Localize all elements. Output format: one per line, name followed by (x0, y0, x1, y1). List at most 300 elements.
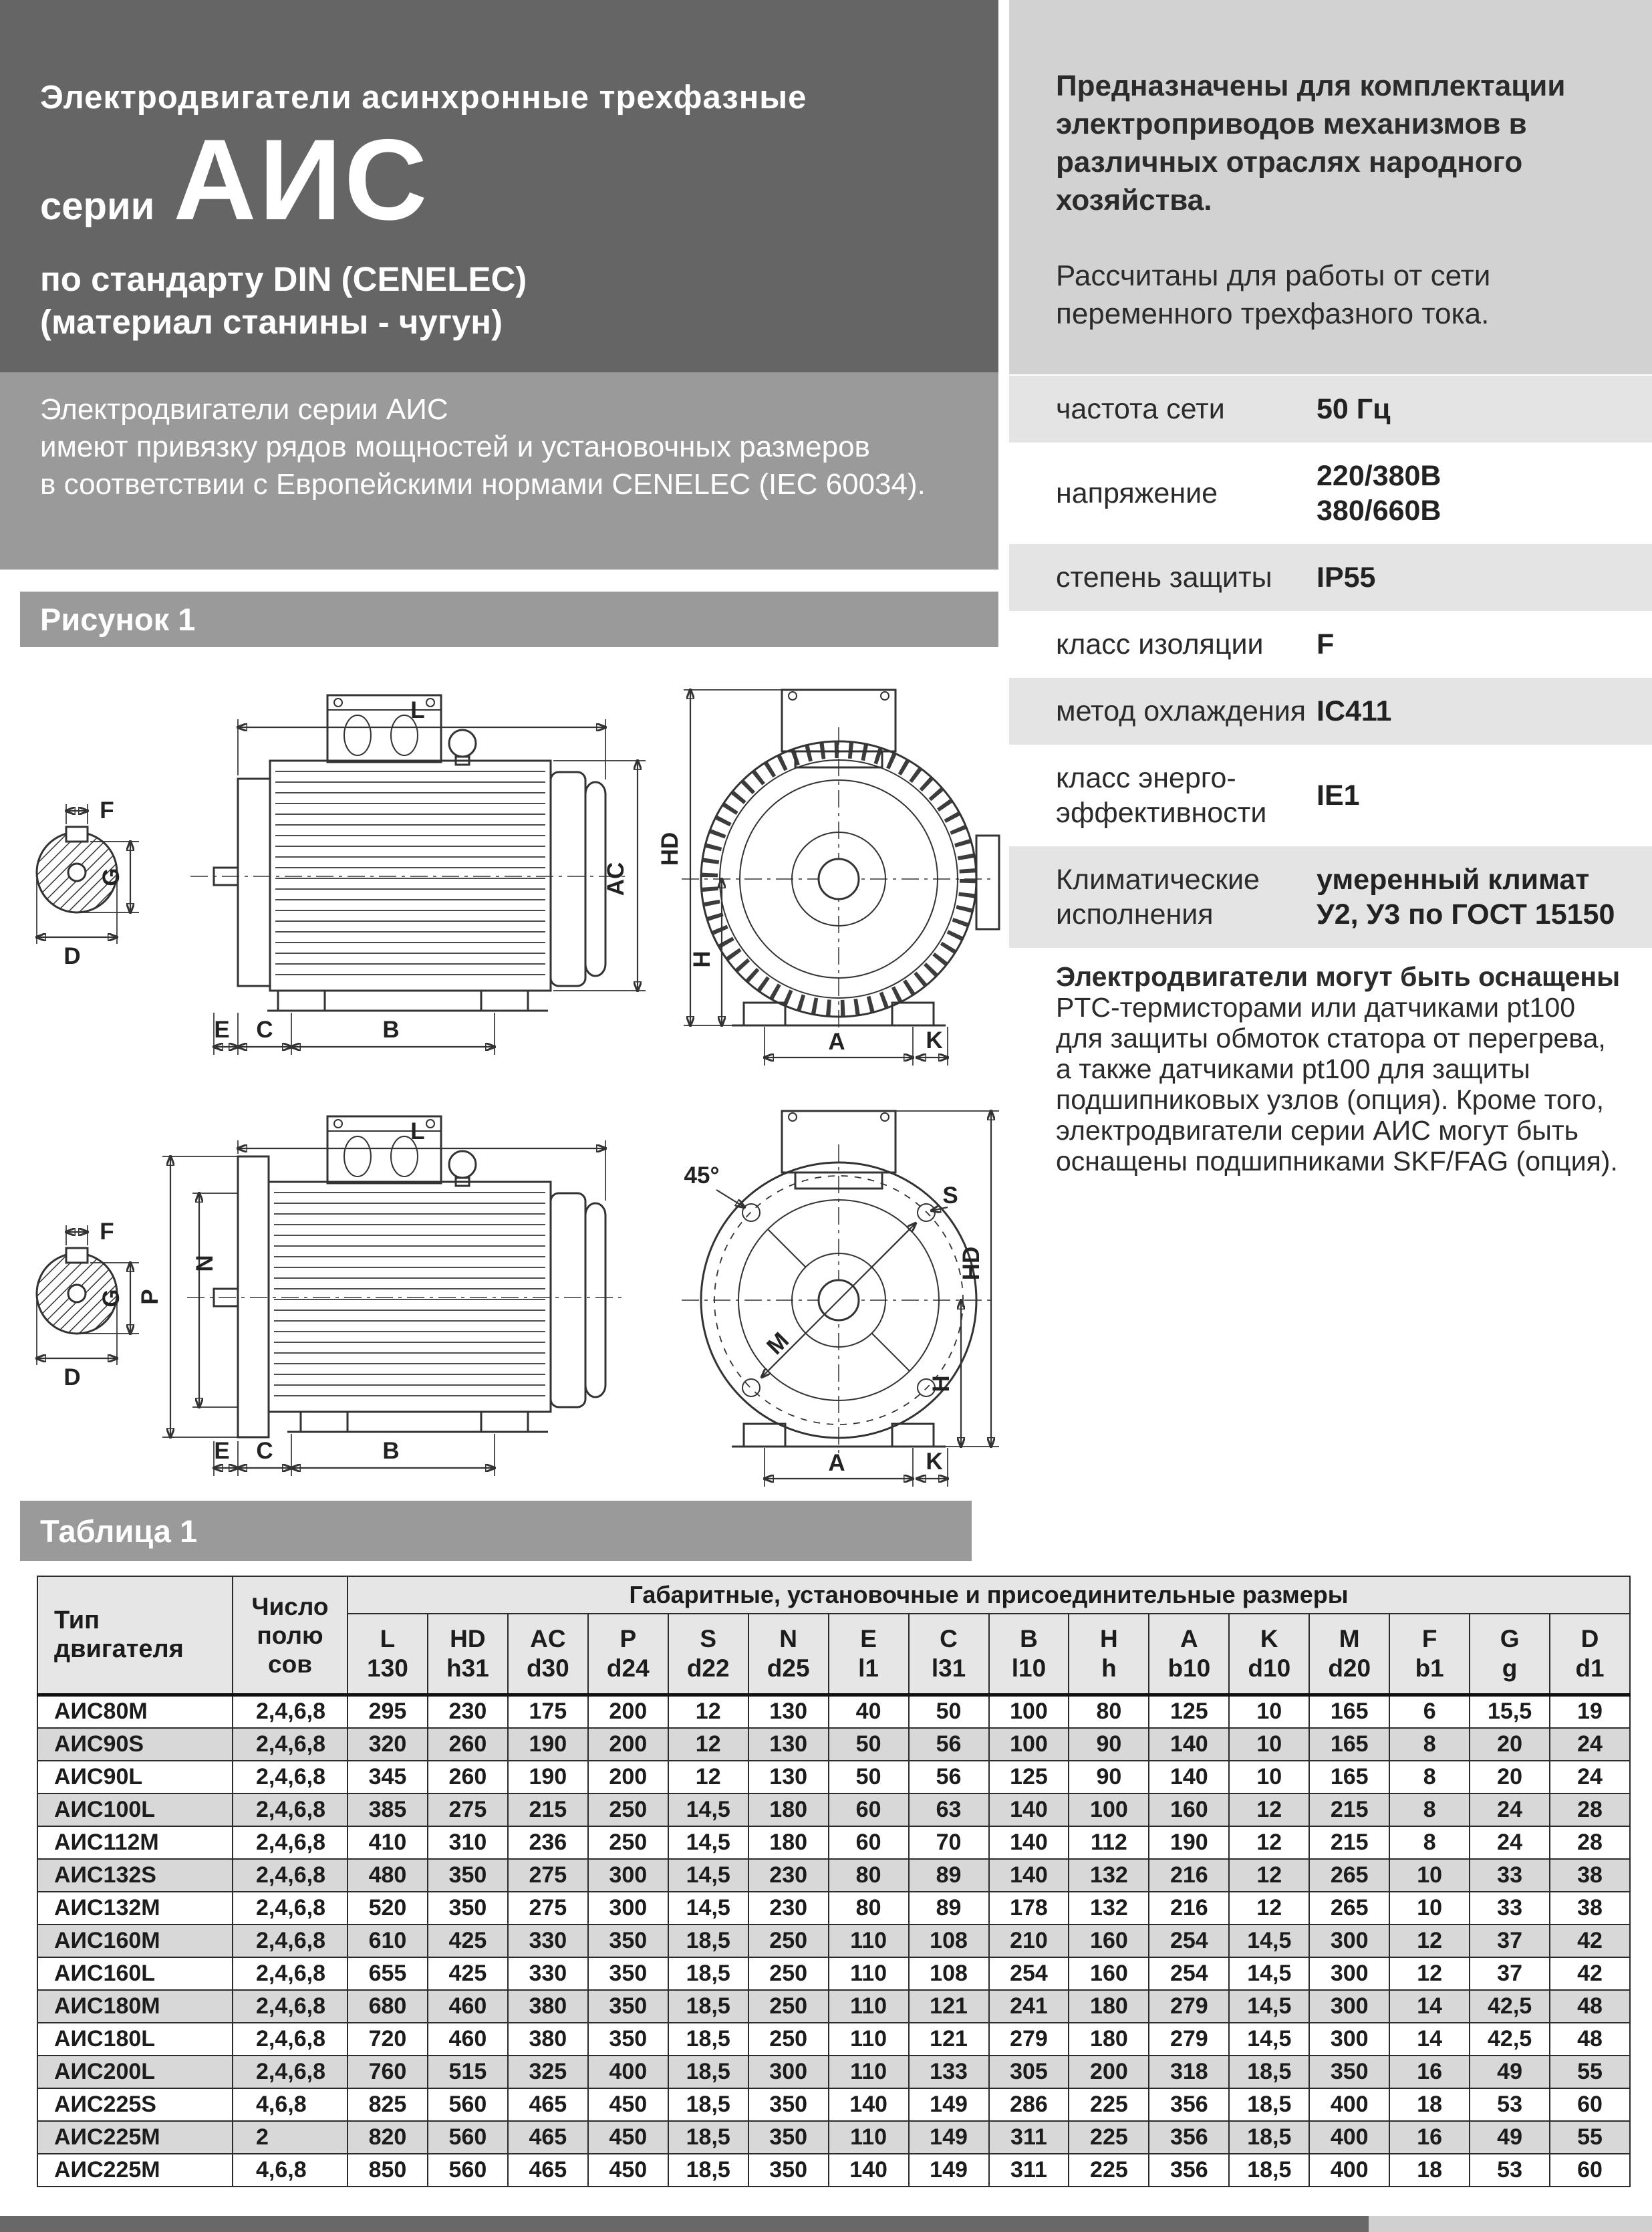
spec-row (1009, 745, 1652, 846)
dim-label-L: L (410, 697, 425, 723)
poles-cell: 4,6,8 (233, 2088, 348, 2121)
dimension-cell: 310 (428, 1826, 508, 1859)
col-header-L: L 130 (348, 1614, 428, 1695)
description-line: имеют привязку рядов мощностей и установочных размеров (40, 430, 870, 463)
dimension-cell: 275 (428, 1793, 508, 1826)
dimension-cell: 60 (829, 1826, 909, 1859)
dimension-cell: 8 (1389, 1826, 1470, 1859)
dimension-cell: 12 (1229, 1826, 1309, 1859)
dimension-cell: 380 (508, 2023, 588, 2056)
dimension-cell: 400 (1309, 2088, 1389, 2121)
spec-value: IE1 (1317, 779, 1360, 812)
col-header-HD: HD h31 (428, 1614, 508, 1695)
dimension-cell: 300 (1309, 1925, 1389, 1957)
dimension-cell: 311 (989, 2121, 1069, 2154)
dimension-cell: 450 (588, 2154, 668, 2187)
dimension-cell: 110 (829, 1957, 909, 1990)
dimension-cell: 16 (1389, 2056, 1470, 2088)
dimension-cell: 12 (668, 1761, 748, 1793)
dimension-cell: 28 (1550, 1826, 1630, 1859)
dimension-cell: 180 (1069, 2023, 1149, 2056)
options-note-text: PTC-термисторами или датчиками pt100 для защиты обмоток статора от перегрева, а также датчиками pt100 для защиты подшипниковых узлов (опция). Кроме того, электродвигатели серии АИС могут быть оснащены подшипниками SKF/FAG (опция). (1056, 992, 1618, 1176)
table-row (37, 1826, 1630, 1859)
dimension-cell: 260 (428, 1761, 508, 1793)
poles-cell: 2,4,6,8 (233, 1728, 348, 1761)
options-note-bold: Электродвигатели могут быть оснащены (1056, 961, 1621, 992)
dim-label-K: K (926, 1449, 943, 1475)
dimension-cell: 18,5 (668, 2056, 748, 2088)
dimension-cell: 215 (1309, 1826, 1389, 1859)
dim-label-B: B (382, 1017, 400, 1043)
description-line: в соответствии с Европейскими нормами CENELEC (IEC 60034). (40, 468, 926, 501)
dimension-cell: 250 (748, 2023, 829, 2056)
col-header-poles: Число полю сов (233, 1576, 348, 1695)
dim-label-D: D (63, 1364, 81, 1390)
table-row (37, 2023, 1630, 2056)
dimension-cell: 55 (1550, 2056, 1630, 2088)
col-header-H: H h (1069, 1614, 1149, 1695)
col-header-M: M d20 (1309, 1614, 1389, 1695)
dimension-cell: 56 (909, 1728, 989, 1761)
motor-side-view-flange (137, 1116, 625, 1476)
dimension-cell: 825 (348, 2088, 428, 2121)
dimension-cell: 350 (588, 1925, 668, 1957)
dimension-cell: 33 (1470, 1892, 1550, 1925)
cooling-fins (275, 771, 545, 975)
dimension-cell: 425 (428, 1957, 508, 1990)
dimension-cell: 450 (588, 2121, 668, 2154)
dimension-cell: 10 (1229, 1728, 1309, 1761)
dimensions-table (37, 1576, 1631, 2187)
dim-label-A: A (828, 1029, 845, 1055)
poles-cell: 2,4,6,8 (233, 1695, 348, 1728)
options-note (1056, 961, 1625, 1176)
dimension-cell: 130 (748, 1728, 829, 1761)
dimension-cell: 460 (428, 1990, 508, 2023)
poles-cell: 2 (233, 2121, 348, 2154)
dim-label-B: B (382, 1438, 400, 1464)
spec-value: умеренный климат У2, У3 по ГОСТ 15150 (1317, 864, 1615, 931)
dimension-cell: 80 (829, 1892, 909, 1925)
dimension-cell: 18,5 (668, 1957, 748, 1990)
dimension-cell: 108 (909, 1925, 989, 1957)
spec-row (1009, 544, 1652, 611)
dimension-cell: 250 (588, 1793, 668, 1826)
motor-type-cell: АИС200L (37, 2056, 233, 2088)
dimension-cell: 254 (989, 1957, 1069, 1990)
spec-label: степень защиты (1056, 562, 1272, 594)
dimension-cell: 100 (1069, 1793, 1149, 1826)
dimension-cell: 70 (909, 1826, 989, 1859)
dimension-cell: 465 (508, 2154, 588, 2187)
spec-row (1009, 443, 1652, 544)
dim-label-H: H (689, 951, 715, 968)
figure-1-foot-mounted-drawing (13, 648, 1009, 1076)
dimension-cell: 820 (348, 2121, 428, 2154)
dimension-cell: 110 (829, 1990, 909, 2023)
spec-value: IP55 (1317, 562, 1376, 594)
dimension-cell: 655 (348, 1957, 428, 1990)
dimension-cell: 520 (348, 1892, 428, 1925)
motor-type-cell: АИС90L (37, 1761, 233, 1793)
dim-label-S: S (942, 1183, 958, 1209)
dimension-cell: 20 (1470, 1761, 1550, 1793)
dimension-cell: 80 (829, 1859, 909, 1892)
dimension-cell: 12 (1229, 1892, 1309, 1925)
dimension-cell: 465 (508, 2121, 588, 2154)
spec-value: 220/380В 380/660В (1317, 460, 1441, 527)
dimension-cell: 130 (748, 1761, 829, 1793)
standard-line-2: (материал станины - чугун) (40, 303, 503, 341)
dimension-cell: 250 (748, 1925, 829, 1957)
dimension-cell: 190 (508, 1728, 588, 1761)
table-row (37, 1990, 1630, 2023)
page-title: Электродвигатели асинхронные трехфазные (40, 80, 807, 116)
dimension-cell: 38 (1550, 1892, 1630, 1925)
motor-front-view (657, 690, 999, 1066)
dimension-cell: 37 (1470, 1957, 1550, 1990)
dimension-cell: 850 (348, 2154, 428, 2187)
dimension-cell: 48 (1550, 1990, 1630, 2023)
dimension-cell: 12 (1389, 1957, 1470, 1990)
spec-label: напряжение (1056, 477, 1218, 509)
dimension-cell: 60 (1550, 2154, 1630, 2187)
dimension-cell: 254 (1149, 1925, 1229, 1957)
col-header-S: S d22 (668, 1614, 748, 1695)
dim-label-L: L (410, 1118, 425, 1144)
motor-type-cell: АИС225М (37, 2154, 233, 2187)
series-row (40, 114, 430, 246)
dimension-cell: 80 (1069, 1695, 1149, 1728)
dimension-cell: 121 (909, 1990, 989, 2023)
dimension-cell: 140 (1149, 1761, 1229, 1793)
dimension-cell: 14,5 (668, 1892, 748, 1925)
spec-row (1009, 611, 1652, 678)
col-header-dimensions-span: Габаритные, установочные и присоединительные размеры (348, 1576, 1630, 1614)
dim-label-D: D (63, 943, 81, 969)
figure-section-label: Рисунок 1 (40, 602, 196, 637)
dimension-cell: 200 (588, 1728, 668, 1761)
dimension-cell: 300 (588, 1859, 668, 1892)
dimension-cell: 450 (588, 2088, 668, 2121)
dimension-cell: 400 (1309, 2121, 1389, 2154)
dimension-cell: 275 (508, 1859, 588, 1892)
poles-cell: 2,4,6,8 (233, 1859, 348, 1892)
dimension-cell: 254 (1149, 1957, 1229, 1990)
dimension-cell: 190 (508, 1761, 588, 1793)
dimension-cell: 250 (748, 1957, 829, 1990)
poles-cell: 2,4,6,8 (233, 1892, 348, 1925)
dimension-cell: 560 (428, 2154, 508, 2187)
dimension-cell: 18 (1389, 2154, 1470, 2187)
dimension-cell: 178 (989, 1892, 1069, 1925)
dimension-cell: 110 (829, 2121, 909, 2154)
dimension-cell: 132 (1069, 1859, 1149, 1892)
poles-cell: 2,4,6,8 (233, 1793, 348, 1826)
dimension-cell: 28 (1550, 1793, 1630, 1826)
dimension-cell: 60 (1550, 2088, 1630, 2121)
spec-label: класс изоляции (1056, 628, 1264, 660)
spec-value: F (1317, 628, 1335, 660)
dimension-cell: 42,5 (1470, 1990, 1550, 2023)
motor-type-cell: АИС100L (37, 1793, 233, 1826)
dim-label-AC: AC (603, 862, 629, 896)
dimension-cell: 350 (428, 1892, 508, 1925)
dimension-cell: 14,5 (1229, 1990, 1309, 2023)
dimension-cell: 465 (508, 2088, 588, 2121)
dimension-cell: 318 (1149, 2056, 1229, 2088)
poles-cell: 2,4,6,8 (233, 1990, 348, 2023)
dimension-cell: 350 (428, 1859, 508, 1892)
dimension-cell: 160 (1069, 1957, 1149, 1990)
motor-type-cell: АИС180L (37, 2023, 233, 2056)
dimension-cell: 125 (989, 1761, 1069, 1793)
dimension-cell: 175 (508, 1695, 588, 1728)
dimension-cell: 345 (348, 1761, 428, 1793)
dimension-cell: 215 (1309, 1793, 1389, 1826)
dimension-cell: 24 (1470, 1826, 1550, 1859)
dimension-cell: 760 (348, 2056, 428, 2088)
dimension-cell: 50 (829, 1761, 909, 1793)
dimension-cell: 311 (989, 2154, 1069, 2187)
description-block (0, 372, 998, 570)
spec-label: Климатические исполнения (1056, 864, 1260, 931)
dimension-cell: 14,5 (668, 1859, 748, 1892)
dimension-cell: 56 (909, 1761, 989, 1793)
dimension-cell: 12 (668, 1728, 748, 1761)
dimension-cell: 18,5 (668, 2088, 748, 2121)
description-line: Электродвигатели серии АИС (40, 393, 448, 426)
dimension-cell: 24 (1470, 1793, 1550, 1826)
dimension-cell: 14 (1389, 2023, 1470, 2056)
poles-cell: 2,4,6,8 (233, 1826, 348, 1859)
footer-bar-dark (0, 2216, 1369, 2232)
table-row (37, 1793, 1630, 1826)
dimension-cell: 300 (1309, 2023, 1389, 2056)
dimension-cell: 300 (588, 1892, 668, 1925)
dimension-cell: 180 (748, 1793, 829, 1826)
purpose-paragraph: Рассчитаны для работы от сети переменного трехфазного тока. (1056, 259, 1491, 330)
dimension-cell: 125 (1149, 1695, 1229, 1728)
spec-row (1009, 376, 1652, 443)
dimension-cell: 18,5 (668, 1925, 748, 1957)
dimension-cell: 10 (1389, 1892, 1470, 1925)
dimension-cell: 24 (1550, 1761, 1630, 1793)
dimension-cell: 140 (989, 1859, 1069, 1892)
series-name: АИС (173, 116, 430, 244)
dim-label-A: A (828, 1450, 845, 1476)
dimension-cell: 12 (1229, 1859, 1309, 1892)
dimension-cell: 140 (989, 1826, 1069, 1859)
motor-type-cell: АИС225М (37, 2121, 233, 2154)
dimension-cell: 133 (909, 2056, 989, 2088)
motor-type-cell: АИС225S (37, 2088, 233, 2121)
dimension-cell: 680 (348, 1990, 428, 2023)
dimension-cell: 18,5 (668, 2154, 748, 2187)
motor-type-cell: АИС160М (37, 1925, 233, 1957)
dimension-cell: 286 (989, 2088, 1069, 2121)
dimension-cell: 100 (989, 1695, 1069, 1728)
dimension-cell: 24 (1550, 1728, 1630, 1761)
col-header-F: F b1 (1389, 1614, 1470, 1695)
dimension-cell: 18,5 (1229, 2056, 1309, 2088)
spec-row (1009, 846, 1652, 948)
col-header-A: A b10 (1149, 1614, 1229, 1695)
dimension-cell: 14,5 (1229, 1957, 1309, 1990)
dimension-cell: 325 (508, 2056, 588, 2088)
poles-cell: 2,4,6,8 (233, 2056, 348, 2088)
dimension-cell: 18,5 (1229, 2154, 1309, 2187)
dimension-cell: 108 (909, 1957, 989, 1990)
spec-value: 50 Гц (1317, 393, 1391, 425)
dimension-cell: 330 (508, 1925, 588, 1957)
dimension-cell: 216 (1149, 1859, 1229, 1892)
series-prefix: серии (40, 184, 155, 228)
dimension-cell: 350 (588, 1957, 668, 1990)
dimension-cell: 160 (1069, 1925, 1149, 1957)
table-row (37, 2088, 1630, 2121)
dimension-cell: 160 (1149, 1793, 1229, 1826)
dimension-cell: 50 (909, 1695, 989, 1728)
col-header-B: B l10 (989, 1614, 1069, 1695)
dimension-cell: 400 (588, 2056, 668, 2088)
dimension-cell: 230 (428, 1695, 508, 1728)
dimension-cell: 18,5 (1229, 2088, 1309, 2121)
dimension-cell: 16 (1389, 2121, 1470, 2154)
table-body (37, 1695, 1630, 2187)
dimension-cell: 8 (1389, 1728, 1470, 1761)
dim-label-F: F (100, 797, 114, 824)
dimension-cell: 110 (829, 2023, 909, 2056)
dimension-cell: 265 (1309, 1859, 1389, 1892)
dimension-cell: 140 (829, 2154, 909, 2187)
dimension-cell: 12 (668, 1695, 748, 1728)
poles-cell: 2,4,6,8 (233, 1925, 348, 1957)
dimension-cell: 18 (1389, 2088, 1470, 2121)
dim-label-G: G (98, 868, 124, 886)
dim-label-E: E (214, 1017, 230, 1043)
dimension-cell: 200 (588, 1761, 668, 1793)
description-text (40, 391, 926, 503)
spec-label: класс энерго- эффективности (1056, 762, 1267, 829)
motor-type-cell: АИС132S (37, 1859, 233, 1892)
dimension-cell: 330 (508, 1957, 588, 1990)
col-header-P: P d24 (588, 1614, 668, 1695)
dim-label-G: G (98, 1289, 124, 1308)
col-header-AC: AC d30 (508, 1614, 588, 1695)
dimension-cell: 720 (348, 2023, 428, 2056)
dimension-cell: 356 (1149, 2088, 1229, 2121)
motor-type-cell: АИС160L (37, 1957, 233, 1990)
dimension-cell: 350 (748, 2121, 829, 2154)
table-row (37, 1859, 1630, 1892)
dimension-cell: 38 (1550, 1859, 1630, 1892)
shaft-end-view (37, 797, 139, 969)
dimension-cell: 350 (588, 2023, 668, 2056)
dimension-cell: 300 (1309, 1990, 1389, 2023)
dimension-cell: 279 (1149, 1990, 1229, 2023)
dimension-cell: 100 (989, 1728, 1069, 1761)
dimension-cell: 90 (1069, 1761, 1149, 1793)
dimension-cell: 42,5 (1470, 2023, 1550, 2056)
dimension-cell: 300 (748, 2056, 829, 2088)
dimension-cell: 50 (829, 1728, 909, 1761)
dim-label-C: C (256, 1017, 273, 1043)
dimension-cell: 18,5 (1229, 2121, 1309, 2154)
dimension-cell: 320 (348, 1728, 428, 1761)
dim-label-P: P (137, 1289, 163, 1305)
dimension-cell: 356 (1149, 2154, 1229, 2187)
dimension-cell: 37 (1470, 1925, 1550, 1957)
dimension-cell: 350 (748, 2154, 829, 2187)
dim-label-C: C (256, 1438, 273, 1464)
footer-bar-light (1369, 2216, 1652, 2232)
table-row (37, 1761, 1630, 1793)
table-row (37, 1957, 1630, 1990)
dimension-cell: 236 (508, 1826, 588, 1859)
dimension-cell: 63 (909, 1793, 989, 1826)
dim-label-E: E (214, 1438, 230, 1464)
dim-label-HD: HD (657, 832, 683, 866)
poles-cell: 2,4,6,8 (233, 2023, 348, 2056)
cooling-fins (274, 1193, 545, 1396)
dimension-cell: 90 (1069, 1728, 1149, 1761)
dimension-cell: 215 (508, 1793, 588, 1826)
dimension-cell: 89 (909, 1892, 989, 1925)
dim-label-K: K (926, 1027, 943, 1053)
spec-label: метод охлаждения (1056, 695, 1306, 727)
dimension-cell: 42 (1550, 1957, 1630, 1990)
dim-label-M: M (761, 1327, 794, 1360)
purpose-text (1056, 67, 1631, 333)
dimension-cell: 42 (1550, 1925, 1630, 1957)
dimension-cell: 149 (909, 2154, 989, 2187)
col-header-C: C l31 (909, 1614, 989, 1695)
dimension-cell: 410 (348, 1826, 428, 1859)
dimension-cell: 48 (1550, 2023, 1630, 2056)
dimension-cell: 300 (1309, 1957, 1389, 1990)
purpose-panel (1009, 0, 1652, 374)
dimension-cell: 110 (829, 2056, 909, 2088)
table-row (37, 1695, 1630, 1728)
spec-list (1009, 376, 1652, 948)
dimension-cell: 225 (1069, 2088, 1149, 2121)
poles-cell: 2,4,6,8 (233, 1957, 348, 1990)
dimension-cell: 14,5 (1229, 2023, 1309, 2056)
dimension-cell: 200 (588, 1695, 668, 1728)
dim-label-45deg: 45° (684, 1162, 720, 1189)
dimension-cell: 49 (1470, 2056, 1550, 2088)
dimension-cell: 10 (1229, 1695, 1309, 1728)
dimension-cell: 200 (1069, 2056, 1149, 2088)
motor-type-cell: АИС180М (37, 1990, 233, 2023)
table-row (37, 1925, 1630, 1957)
dimension-cell: 350 (1309, 2056, 1389, 2088)
dimension-cell: 190 (1149, 1826, 1229, 1859)
figure-2-flange-mounted-drawing (13, 1070, 1009, 1497)
shaft-end-view (37, 1219, 139, 1390)
dimension-cell: 400 (1309, 2154, 1389, 2187)
dimension-cell: 610 (348, 1925, 428, 1957)
motor-type-cell: АИС132М (37, 1892, 233, 1925)
dim-label-H: H (928, 1375, 954, 1392)
dim-label-N: N (192, 1255, 218, 1272)
poles-cell: 4,6,8 (233, 2154, 348, 2187)
dimension-cell: 241 (989, 1990, 1069, 2023)
dimension-cell: 210 (989, 1925, 1069, 1957)
dimension-cell: 279 (989, 2023, 1069, 2056)
motor-type-cell: АИС90S (37, 1728, 233, 1761)
